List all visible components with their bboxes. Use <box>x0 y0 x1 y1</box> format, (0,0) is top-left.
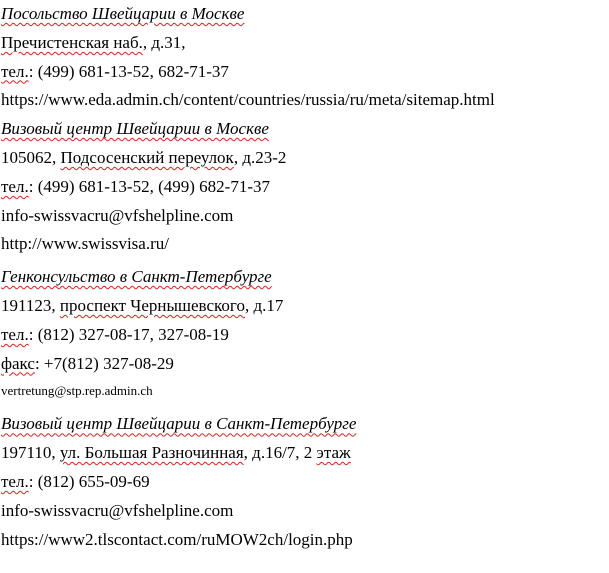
section-embassy-moscow <box>1 0 607 115</box>
section-heading: Визовый центр Швейцарии в Санкт-Петербурге <box>1 414 357 434</box>
phone-line: тел.: (499) 681-13-52, 682-71-37 <box>1 61 229 81</box>
address-line: Пречистенская наб., д.31, <box>1 32 186 52</box>
address-line: 197110, ул. Большая Разночинная, д.16/7, 2 этаж <box>1 443 351 463</box>
email-link[interactable]: info-swissvacru@vfshelpline.com <box>1 205 234 225</box>
document-body <box>1 0 607 554</box>
section-heading: Посольство Швейцарии в Москве <box>1 4 245 23</box>
email-link[interactable]: vertretung@stp.rep.admin.ch <box>1 383 153 399</box>
website-link[interactable]: https://www2.tlscontact.com/ruMOW2ch/login.php <box>1 529 353 549</box>
section-visa-centre-spb <box>1 410 607 554</box>
phone-line: тел.: (812) 327-08-17, 327-08-19 <box>1 324 229 344</box>
website-link[interactable]: http://www.swissvisa.ru/ <box>1 234 169 254</box>
section-visa-centre-moscow <box>1 115 607 259</box>
email-link[interactable]: info-swissvacru@vfshelpline.com <box>1 500 234 520</box>
address-line: 105062, Подсосенский переулок, д.23-2 <box>1 147 287 167</box>
section-heading: Визовый центр Швейцарии в Москве <box>1 119 269 139</box>
address-line: 191123, проспект Чернышевского, д.17 <box>1 295 284 315</box>
phone-line: тел.: (499) 681-13-52, (499) 682-71-37 <box>1 176 270 196</box>
fax-line: факс: +7(812) 327-08-29 <box>1 353 174 373</box>
section-heading: Генконсульство в Санкт-Петербурге <box>1 267 272 287</box>
section-consulate-spb <box>1 263 607 404</box>
website-link[interactable]: https://www.eda.admin.ch/content/countries/russia/ru/meta/sitemap.html <box>1 90 495 110</box>
phone-line: тел.: (812) 655-09-69 <box>1 471 150 491</box>
